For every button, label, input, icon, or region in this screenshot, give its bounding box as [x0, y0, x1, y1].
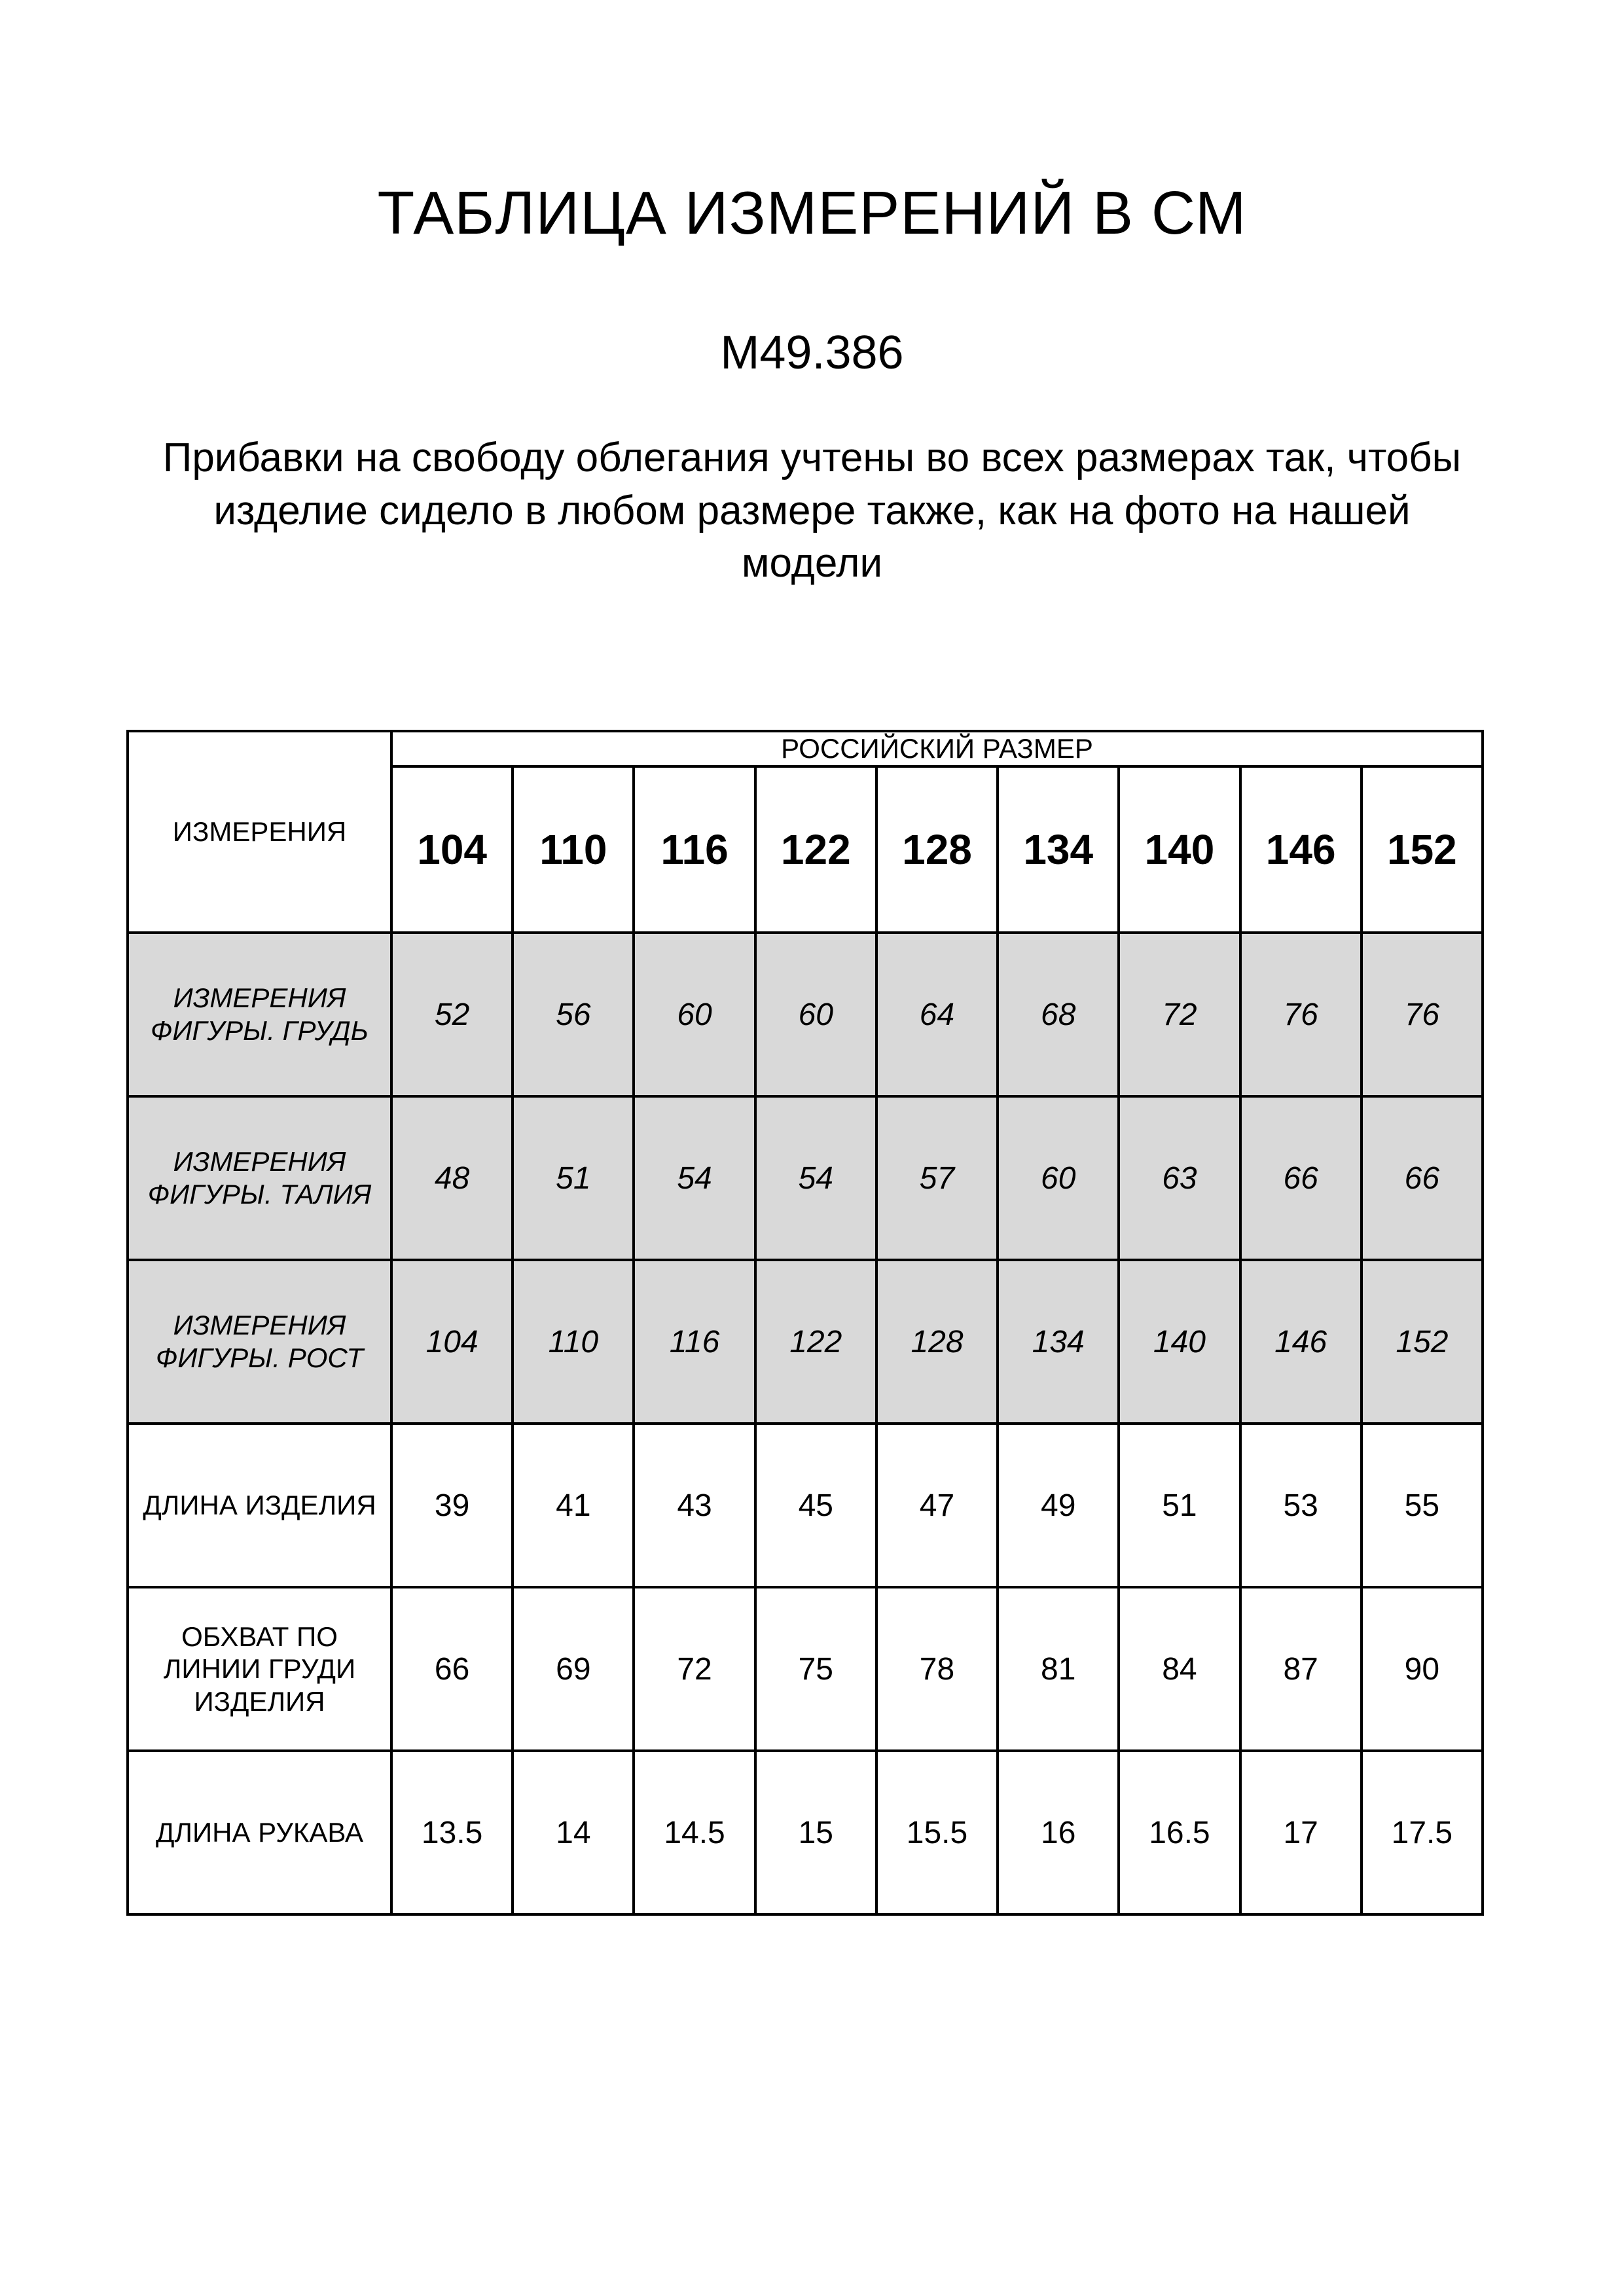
row-label: ИЗМЕРЕНИЯ ФИГУРЫ. ГРУДЬ [128, 933, 391, 1096]
size-header-cell: 122 [755, 766, 876, 933]
table-row [128, 1587, 1483, 1751]
value-cell: 51 [513, 1096, 634, 1260]
value-cell: 41 [513, 1424, 634, 1587]
value-cell: 14.5 [634, 1751, 755, 1914]
value-cell: 72 [1119, 933, 1240, 1096]
value-cell: 140 [1119, 1260, 1240, 1424]
value-cell: 76 [1240, 933, 1362, 1096]
measurements-table-body [128, 933, 1483, 1914]
value-cell: 134 [998, 1260, 1119, 1424]
value-cell: 13.5 [391, 1751, 513, 1914]
value-cell: 116 [634, 1260, 755, 1424]
value-cell: 16 [998, 1751, 1119, 1914]
value-cell: 17 [1240, 1751, 1362, 1914]
value-cell: 64 [876, 933, 998, 1096]
table-row [128, 1260, 1483, 1424]
value-cell: 81 [998, 1587, 1119, 1751]
measurements-header-cell: ИЗМЕРЕНИЯ [128, 731, 391, 933]
table-row [128, 1096, 1483, 1260]
value-cell: 122 [755, 1260, 876, 1424]
model-number: М49.386 [720, 327, 904, 379]
value-cell: 45 [755, 1424, 876, 1587]
value-cell: 128 [876, 1260, 998, 1424]
value-cell: 49 [998, 1424, 1119, 1587]
size-group-header-cell: РОССИЙСКИЙ РАЗМЕР [391, 731, 1483, 766]
value-cell: 54 [634, 1096, 755, 1260]
table-row [128, 1424, 1483, 1587]
value-cell: 146 [1240, 1260, 1362, 1424]
value-cell: 43 [634, 1424, 755, 1587]
row-label: ДЛИНА РУКАВА [128, 1751, 391, 1914]
size-header-cell: 152 [1362, 766, 1483, 933]
measurements-table-head [128, 731, 1483, 933]
row-label: ИЗМЕРЕНИЯ ФИГУРЫ. РОСТ [128, 1260, 391, 1424]
size-header-cell: 134 [998, 766, 1119, 933]
size-header-cell: 116 [634, 766, 755, 933]
value-cell: 60 [755, 933, 876, 1096]
value-cell: 47 [876, 1424, 998, 1587]
value-cell: 90 [1362, 1587, 1483, 1751]
value-cell: 56 [513, 933, 634, 1096]
row-label: ОБХВАТ ПО ЛИНИИ ГРУДИ ИЗДЕЛИЯ [128, 1587, 391, 1751]
value-cell: 55 [1362, 1424, 1483, 1587]
size-header-cell: 140 [1119, 766, 1240, 933]
value-cell: 60 [998, 1096, 1119, 1260]
row-label: ИЗМЕРЕНИЯ ФИГУРЫ. ТАЛИЯ [128, 1096, 391, 1260]
row-label: ДЛИНА ИЗДЕЛИЯ [128, 1424, 391, 1587]
value-cell: 76 [1362, 933, 1483, 1096]
fit-note: Прибавки на свободу облегания учтены во всех размерах так, чтобы изделие сидело в любом размере также, как на фото на нашей модели [162, 435, 1462, 586]
value-cell: 14 [513, 1751, 634, 1914]
page-title: ТАБЛИЦА ИЗМЕРЕНИЙ В СМ [377, 179, 1247, 247]
value-cell: 66 [1240, 1096, 1362, 1260]
value-cell: 15 [755, 1751, 876, 1914]
value-cell: 60 [634, 933, 755, 1096]
value-cell: 152 [1362, 1260, 1483, 1424]
value-cell: 52 [391, 933, 513, 1096]
value-cell: 17.5 [1362, 1751, 1483, 1914]
group-header-row [128, 731, 1483, 766]
value-cell: 110 [513, 1260, 634, 1424]
value-cell: 69 [513, 1587, 634, 1751]
table-row [128, 933, 1483, 1096]
value-cell: 15.5 [876, 1751, 998, 1914]
value-cell: 51 [1119, 1424, 1240, 1587]
value-cell: 54 [755, 1096, 876, 1260]
value-cell: 53 [1240, 1424, 1362, 1587]
measurements-table [126, 730, 1484, 1916]
value-cell: 87 [1240, 1587, 1362, 1751]
table-row [128, 1751, 1483, 1914]
value-cell: 16.5 [1119, 1751, 1240, 1914]
value-cell: 48 [391, 1096, 513, 1260]
value-cell: 72 [634, 1587, 755, 1751]
value-cell: 66 [1362, 1096, 1483, 1260]
value-cell: 78 [876, 1587, 998, 1751]
value-cell: 66 [391, 1587, 513, 1751]
size-header-cell: 128 [876, 766, 998, 933]
value-cell: 84 [1119, 1587, 1240, 1751]
value-cell: 39 [391, 1424, 513, 1587]
size-header-cell: 104 [391, 766, 513, 933]
value-cell: 57 [876, 1096, 998, 1260]
value-cell: 104 [391, 1260, 513, 1424]
value-cell: 75 [755, 1587, 876, 1751]
value-cell: 63 [1119, 1096, 1240, 1260]
size-header-cell: 146 [1240, 766, 1362, 933]
size-header-cell: 110 [513, 766, 634, 933]
value-cell: 68 [998, 933, 1119, 1096]
